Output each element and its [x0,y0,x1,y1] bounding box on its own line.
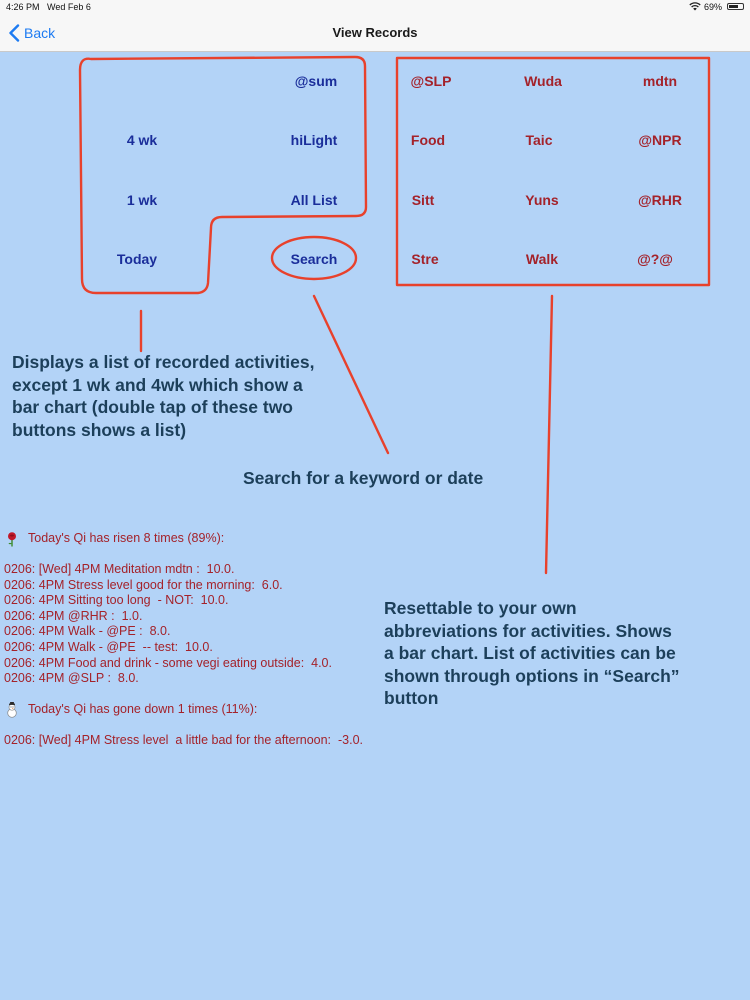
back-label: Back [24,25,56,41]
record-item: 0206: [Wed] 4PM Meditation mdtn : 10.0. [4,562,235,576]
sum-button[interactable]: @sum [294,73,338,89]
left-buttons-note: Displays a list of recorded activities, except 1 wk and 4wk which show a bar chart (double tap of these two buttons shows a list) [12,352,315,440]
navigation-bar [0,14,750,52]
record-item: 0206: 4PM Walk - @PE -- test: 10.0. [4,639,213,654]
record-item: 0206: 4PM Food and drink - some vegi eating outside: 4.0. [4,655,332,670]
record-item: 0206: 4PM Walk - @PE : 8.0. [4,624,171,639]
highlight-button[interactable]: hiLight [290,132,338,148]
activity-button[interactable]: Sitt [411,192,435,208]
battery-icon [727,3,744,10]
activity-button[interactable]: Walk [525,251,559,267]
page-title: View Records [332,25,418,40]
rose-icon [4,531,20,547]
battery-percent: 69% [704,2,723,12]
status-time: 4:26 PM [6,2,40,12]
four-week-button[interactable]: 4 wk [126,132,158,148]
search-button[interactable]: Search [290,251,338,267]
activity-button[interactable]: @SLP [410,73,452,89]
risen-summary: Today's Qi has risen 8 times (89%): [4,531,604,547]
activity-grid-note: Resettable to your own abbreviations for activities. Shows a bar chart. List of activities can be shown through options in “Search” button [384,598,680,708]
activity-button[interactable]: mdtn [642,73,678,89]
record-item: 0206: 4PM @SLP : 8.0. [4,671,139,686]
record-item: 0206: 4PM Stress level good for the morning: 6.0. [4,577,283,592]
activity-button[interactable]: Wuda [524,73,562,89]
today-button[interactable]: Today [116,251,158,267]
status-bar [0,0,750,14]
activity-button[interactable]: Taic [525,132,553,148]
record-item: 0206: 4PM @RHR : 1.0. [4,608,143,623]
records-list [4,531,604,748]
snowman-icon [4,702,20,718]
activity-button[interactable]: @NPR [638,132,682,148]
activity-button[interactable]: Stre [411,251,439,267]
record-item: 0206: [Wed] 4PM Stress level a little bad for the afternoon: -3.0. [4,732,363,747]
activity-button[interactable]: Food [410,132,446,148]
activity-button[interactable]: @RHR [638,192,682,208]
record-item: 0206: 4PM Sitting too long - NOT: 10.0. [4,593,229,608]
status-date: Wed Feb 6 [47,2,91,12]
down-summary: Today's Qi has gone down 1 times (11%): [4,702,604,718]
activity-button[interactable]: @?@ [637,251,673,267]
search-note: Search for a keyword or date [243,468,484,488]
one-week-button[interactable]: 1 wk [126,192,158,208]
wifi-icon [689,1,701,11]
activity-button[interactable]: Yuns [525,192,559,208]
all-list-button[interactable]: All List [290,192,338,208]
search-pointer-line [314,296,388,453]
